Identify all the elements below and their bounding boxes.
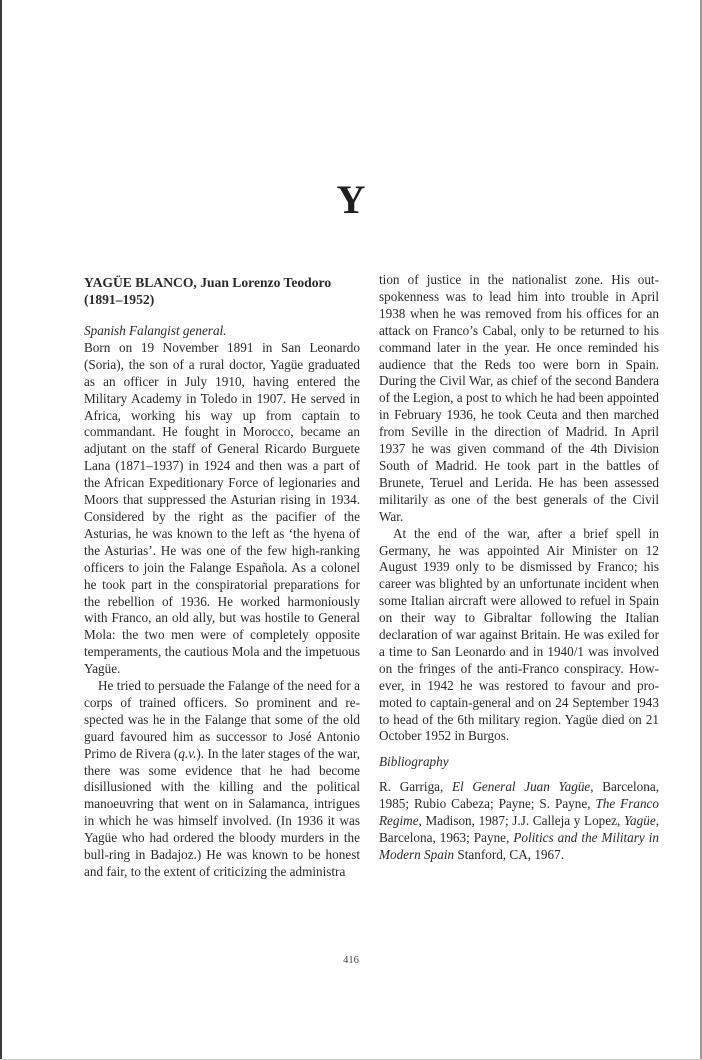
entry-heading-name: YAGÜE BLANCO, Juan Lorenzo Teodoro xyxy=(84,275,332,290)
page-edge-left xyxy=(0,0,2,1060)
left-column xyxy=(84,272,360,881)
entry-subject: Spanish Falangist general. xyxy=(84,323,227,338)
paren-close: ) xyxy=(196,745,201,761)
bibliography-text xyxy=(379,779,659,864)
paren-open: ( xyxy=(170,745,179,761)
bib-part: Stanford, CA, 1967. xyxy=(454,846,564,862)
bib-part: , Barcelona, 1963; Payne, xyxy=(379,813,659,845)
entry-paragraph-2 xyxy=(84,678,360,881)
qv-citation: q.v. xyxy=(178,745,197,761)
entry-paragraph-4: At the end of the war, after a brief spell in Germany, he was appointed Air Minister on 12 August 1939 only to be dismissed by Franco; his career was blighted by an unfortunate incident when some Italian aircraft were allowed to refuel in Spain on their way to Gibraltar following the Italian declaration of war against Britain. He was exiled for a time to San Leonardo and in 1940/1 was involved on the fringes of the anti-Franco conspiracy. However, in 1942 he was restored to favour and promoted to captain-general and on 24 September 1943 to head of the 6th military region. Yagüe died on 21 October 1952 in Burgos. xyxy=(379,525,659,744)
page-number: 416 xyxy=(343,955,359,966)
bib-part: , Madison, 1987; J.J. Calleja y Lopez, xyxy=(418,813,624,829)
section-letter: Y xyxy=(336,177,366,222)
entry-paragraph-2-start: He tried to persuade the Falange of the need for a corps of trained officers. So prominent and respected was he in the Falange that some of the old guard favoured him as successor to José Antonio Primo de Rivera xyxy=(84,678,360,761)
entry-heading-dates: (1891–1952) xyxy=(84,292,155,307)
bib-title: Yagüe xyxy=(623,813,656,829)
bib-part: R. Garriga, xyxy=(379,779,452,795)
entry-heading xyxy=(84,274,360,308)
bib-title: El General Juan Yagüe xyxy=(451,779,591,795)
bib-title: Politics and the Military in Modern Spain xyxy=(379,830,659,862)
entry-paragraph-3: tion of justice in the nationalist zone. His outspokenness was to lead him into trouble in April 1938 when he was removed from his offices for an attack on Franco’s Cabal, only to be returned to his command later in the year. He once reminded his audience that the Reds too were born in Spain. During the Civil War, as chief of the second Bandera of the Legion, a post to which he had been appointed in February 1936, he took Ceuta and then marched from Seville in the direction of Madrid. In April 1937 he was given command of the 4th Division South of Madrid. He took part in the battles of Brunete, Teruel and Lerida. He has been assessed militarily as one of the best generals of the Civil War. xyxy=(379,272,659,524)
bibliography-heading: Bibliography xyxy=(379,754,449,770)
bib-part: , Barcelona, 1985; Rubio Cabeza; Payne; S. Payne, xyxy=(379,779,660,812)
entry-paragraph-1: Born on 19 November 1891 in San Leonardo (Soria), the son of a rural doctor, Yagüe graduated as an officer in July 1910, having entered the Military Academy in Toledo in 1907. He served in Africa, working his way up from captain to commandant. He fought in Morocco, became an adjutant on the staff of General Ricardo Burguete Lana (1871–1937) in 1924 and then was a part of the African Expeditionary Force of legionaries and Moors that suppressed the Asturian rising in 1934. Considered by the right as the pacifier of the Asturias, he was known to the left as ‘the hyena of the Asturias’. He was one of the few high-ranking officers to join the Falange Española. As a colonel he took part in the conspiratorial preparations for the rebellion of 1936. He worked harmoniously with Franco, an old ally, but was hostile to General Mola: the two men were of completely opposite temperaments, the cautious Mola and the impetuous Yagüe. xyxy=(84,339,360,677)
entry-paragraph-2-end: . In the later stages of the war, there was some evidence that he had become disillusioned with the killing and the political manoeuvring that went on in Salamanca, intrigues in which he was himself involved. (In 1936 it was Yagüe who had ordered the bloody murders in the bull-ring in Badajoz.) He was known to be honest and fair, to the extent of criticizing the administra xyxy=(84,745,360,879)
right-column xyxy=(379,272,659,864)
bib-title: The Franco Regime xyxy=(379,796,659,829)
